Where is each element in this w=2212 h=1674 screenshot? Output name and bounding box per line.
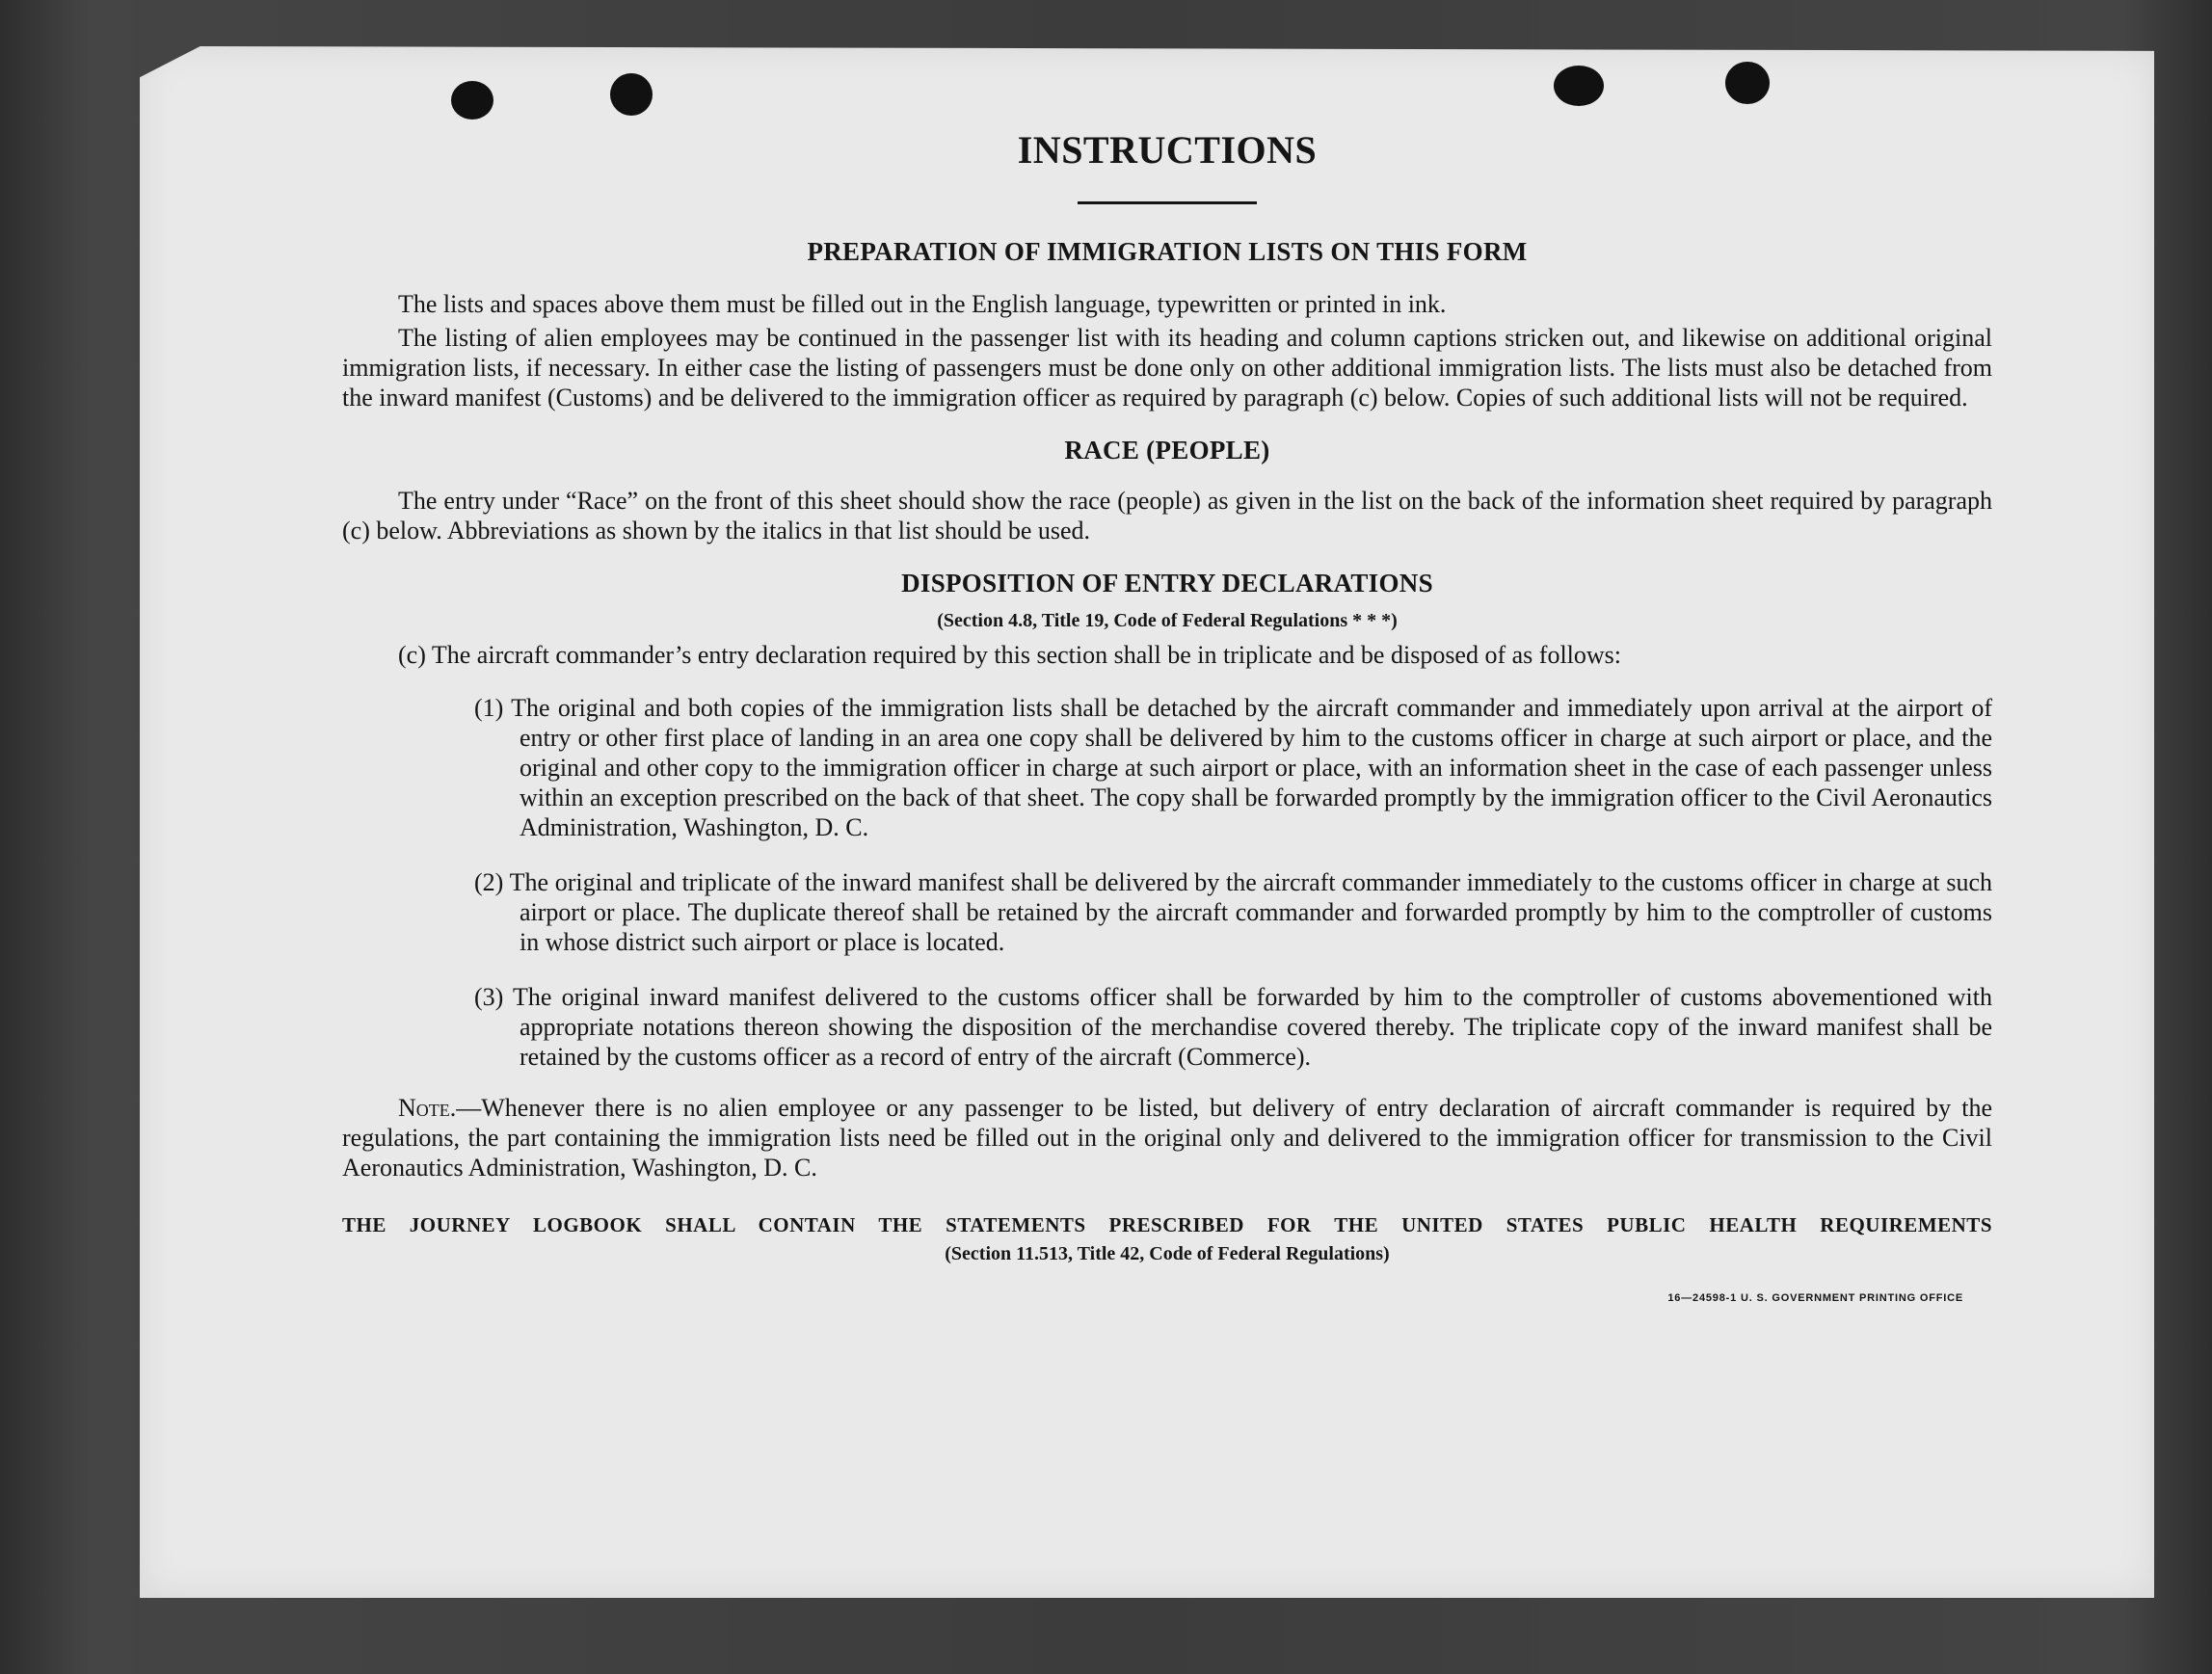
list-item: (1) The original and both copies of the immigration lists shall be detached by the aircraft commander and immediately upon arrival at the airport of entry or other first place of landing in an area one copy shall be delivered by him to the customs officer in charge at such airport or place, and the original and other copy to the immigration officer in charge at such airport or place, with an information sheet in the case of each passenger unless within an exception prescribed on the back of that sheet. The copy shall be forwarded promptly by the immigration officer to the Civil Aeronautics Administration, Washington, D. C.: [474, 694, 1992, 841]
title-underline: [1078, 201, 1257, 204]
section-citation: (Section 4.8, Title 19, Code of Federal Regulations * * *): [937, 610, 1398, 631]
form-number: 16—24598-1: [1667, 1292, 1737, 1304]
paragraph: The lists and spaces above them must be filled out in the English language, typewritten or printed in ink.: [398, 290, 1447, 318]
punch-hole: [1725, 62, 1770, 104]
printer-name: U. S. GOVERNMENT PRINTING OFFICE: [1741, 1292, 1963, 1304]
paragraph: The entry under “Race” on the front of this sheet should show the race (people) as given in the list on the back of the information sheet required by paragraph (c) below. Abbreviations as shown by the italics in that list should be used.: [342, 487, 1992, 545]
list-item: (3) The original inward manifest delivered to the customs officer shall be forwarded by him to the comptroller of customs abovementioned with appropriate notations thereon showing the disposition of the merchandise covered thereby. The triplicate copy of the inward manifest shall be retained by the customs officer as a record of entry of the aircraft (Commerce).: [474, 983, 1992, 1071]
punch-hole: [1554, 66, 1604, 106]
document-title: INSTRUCTIONS: [1017, 128, 1318, 172]
paragraph-c-intro: (c) The aircraft commander’s entry declaration required by this section shall be in triplicate and be disposed of as follows:: [398, 641, 1622, 669]
section-heading-disposition: DISPOSITION OF ENTRY DECLARATIONS: [901, 569, 1433, 598]
paragraph: The listing of alien employees may be continued in the passenger list with its heading and column captions stricken out, and likewise on additional original immigration lists, if necessary. In either case the listing of passengers must be done only on other additional immigration lists. The lists must also be detached from the inward manifest (Customs) and be delivered to the immigration officer as required by paragraph (c) below. Copies of such additional lists will not be required.: [342, 324, 1992, 412]
note-text: —Whenever there is no alien employee or any passenger to be listed, but delivery of entry declaration of aircraft commander is required by the regulations, the part containing the immigration lists need be filled out in the original only and delivered to the immigration officer for transmission to the Civil Aeronautics Administration, Washington, D. C.: [342, 1094, 1992, 1182]
document-content: [342, 116, 1992, 1321]
list-item: (2) The original and triplicate of the inward manifest shall be delivered by the aircraft commander immediately to the customs officer in charge at such airport or place. The duplicate thereof shall be retained by the aircraft commander and forwarded promptly by him to the comptroller of customs in whose district such airport or place is located.: [474, 868, 1992, 956]
note-label: Note.: [398, 1094, 457, 1122]
footer-citation: (Section 11.513, Title 42, Code of Federal Regulations): [945, 1243, 1390, 1264]
printer-imprint: [342, 1292, 1992, 1321]
punch-hole: [451, 81, 493, 120]
section-heading-preparation: PREPARATION OF IMMIGRATION LISTS ON THIS FORM: [807, 237, 1528, 266]
footer-statement: THE JOURNEY LOGBOOK SHALL CONTAIN THE STATEMENTS PRESCRIBED FOR THE UNITED STATES PUBLIC HEALTH REQUIREMENTS: [342, 1213, 1992, 1236]
section-heading-race: RACE (PEOPLE): [1064, 436, 1270, 465]
punch-hole: [610, 73, 653, 116]
note-paragraph: [342, 1093, 1992, 1182]
